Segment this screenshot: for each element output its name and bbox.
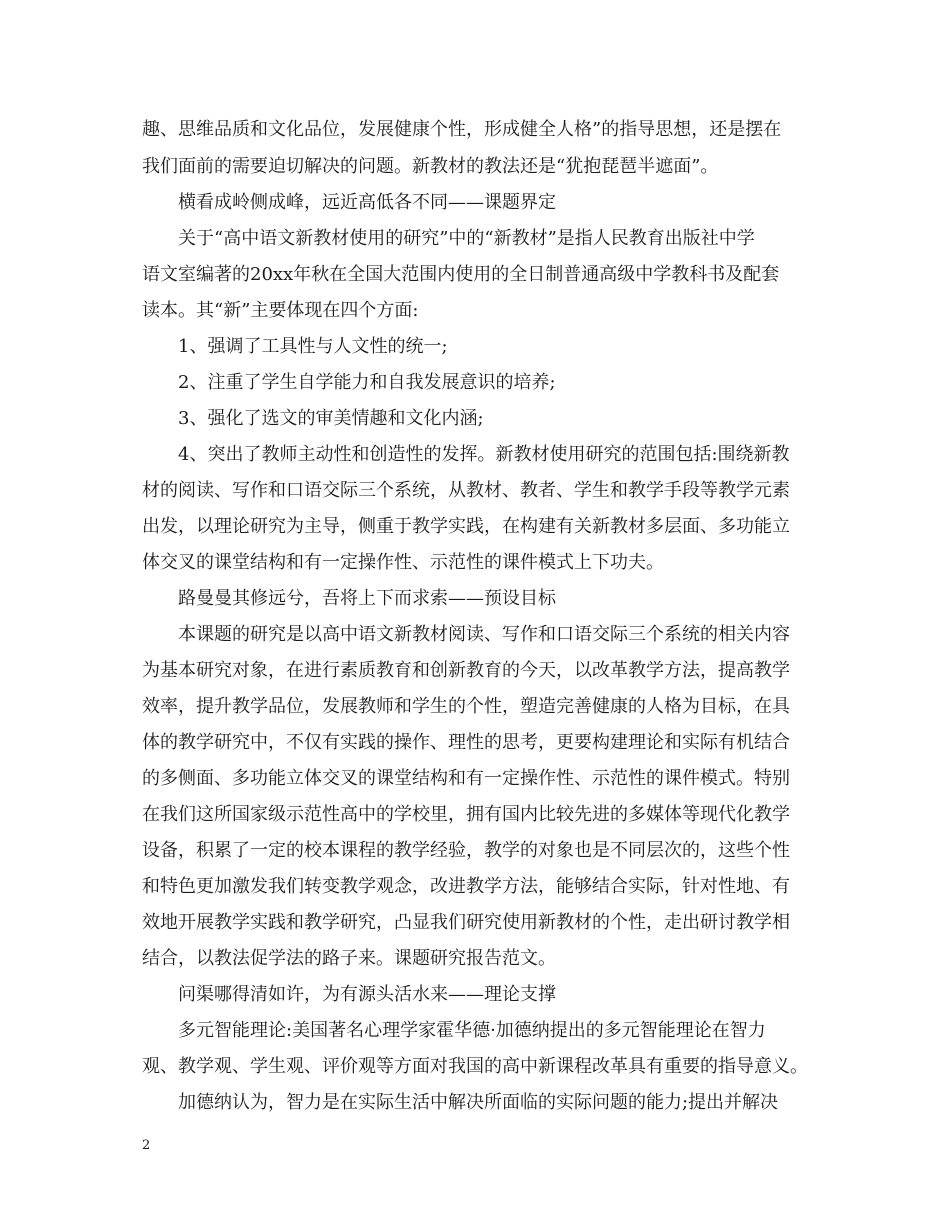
text-line: 设备，积累了一定的校本课程的教学经验，教学的对象也是不同层次的，这些个性: [142, 840, 790, 861]
list-item: 2、注重了学生自学能力和自我发展意识的培养;: [178, 372, 556, 393]
text-line: 加德纳认为，智力是在实际生活中解决所面临的实际问题的能力;提出并解决: [178, 1092, 779, 1113]
text-line: 为基本研究对象，在进行素质教育和创新教育的今天，以改革教学方法，提高教学: [142, 660, 790, 681]
list-item: 1、强调了工具性与人文性的统一;: [178, 336, 448, 357]
section-heading: 路曼曼其修远兮，吾将上下而求索——预设目标: [178, 588, 556, 609]
text-line: 结合，以教法促学法的路子来。课题研究报告范文。: [142, 948, 556, 969]
text-line: 材的阅读、写作和口语交际三个系统，从教材、教者、学生和教学手段等教学元素: [142, 480, 790, 501]
text-line: 效地开展教学实践和教学研究，凸显我们研究使用新教材的个性，走出研讨教学相: [142, 912, 790, 933]
text-line: 体交叉的课堂结构和有一定操作性、示范性的课件模式上下功夫。: [142, 552, 664, 573]
list-item: 3、强化了选文的审美情趣和文化内涵;: [178, 408, 484, 429]
text-line: 我们面前的需要迫切解决的问题。新教材的教法还是“犹抱琵琶半遮面”。: [142, 156, 719, 177]
section-heading: 横看成岭侧成峰，远近高低各不同——课题界定: [178, 192, 556, 213]
text-line: 语文室编著的20xx年秋在全国大范围内使用的全日制普通高级中学教科书及配套: [142, 264, 780, 285]
page-number: 2: [142, 1138, 151, 1153]
text-line: 读本。其“新”主要体现在四个方面:: [142, 300, 419, 321]
text-line: 的多侧面、多功能立体交叉的课堂结构和有一定操作性、示范性的课件模式。特别: [142, 768, 790, 789]
text-line: 观、教学观、学生观、评价观等方面对我国的高中新课程改革具有重要的指导意义。: [142, 1056, 808, 1077]
text-line: 本课题的研究是以高中语文新教材阅读、写作和口语交际三个系统的相关内容: [178, 624, 790, 645]
text-line: 和特色更加激发我们转变教学观念，改进教学方法，能够结合实际，针对性地、有: [142, 876, 790, 897]
text-line: 关于“高中语文新教材使用的研究”中的“新教材”是指人民教育出版社中学: [178, 228, 755, 249]
text-line: 体的教学研究中，不仅有实践的操作、理性的思考，更要构建理论和实际有机结合: [142, 732, 790, 753]
text-line: 趣、思维品质和文化品位，发展健康个性，形成健全人格”的指导思想，还是摆在: [142, 119, 782, 140]
section-heading: 问渠哪得清如许，为有源头活水来——理论支撑: [178, 984, 556, 1005]
list-item: 4、突出了教师主动性和创造性的发挥。新教材使用研究的范围包括:围绕新教: [178, 444, 790, 465]
text-line: 效率，提升教学品位，发展教师和学生的个性，塑造完善健康的人格为目标，在具: [142, 696, 790, 717]
text-line: 出发，以理论研究为主导，侧重于教学实践，在构建有关新教材多层面、多功能立: [142, 516, 790, 537]
text-line: 多元智能理论:美国著名心理学家霍华德·加德纳提出的多元智能理论在智力: [178, 1020, 766, 1041]
text-line: 在我们这所国家级示范性高中的学校里，拥有国内比较先进的多媒体等现代化教学: [142, 804, 790, 825]
